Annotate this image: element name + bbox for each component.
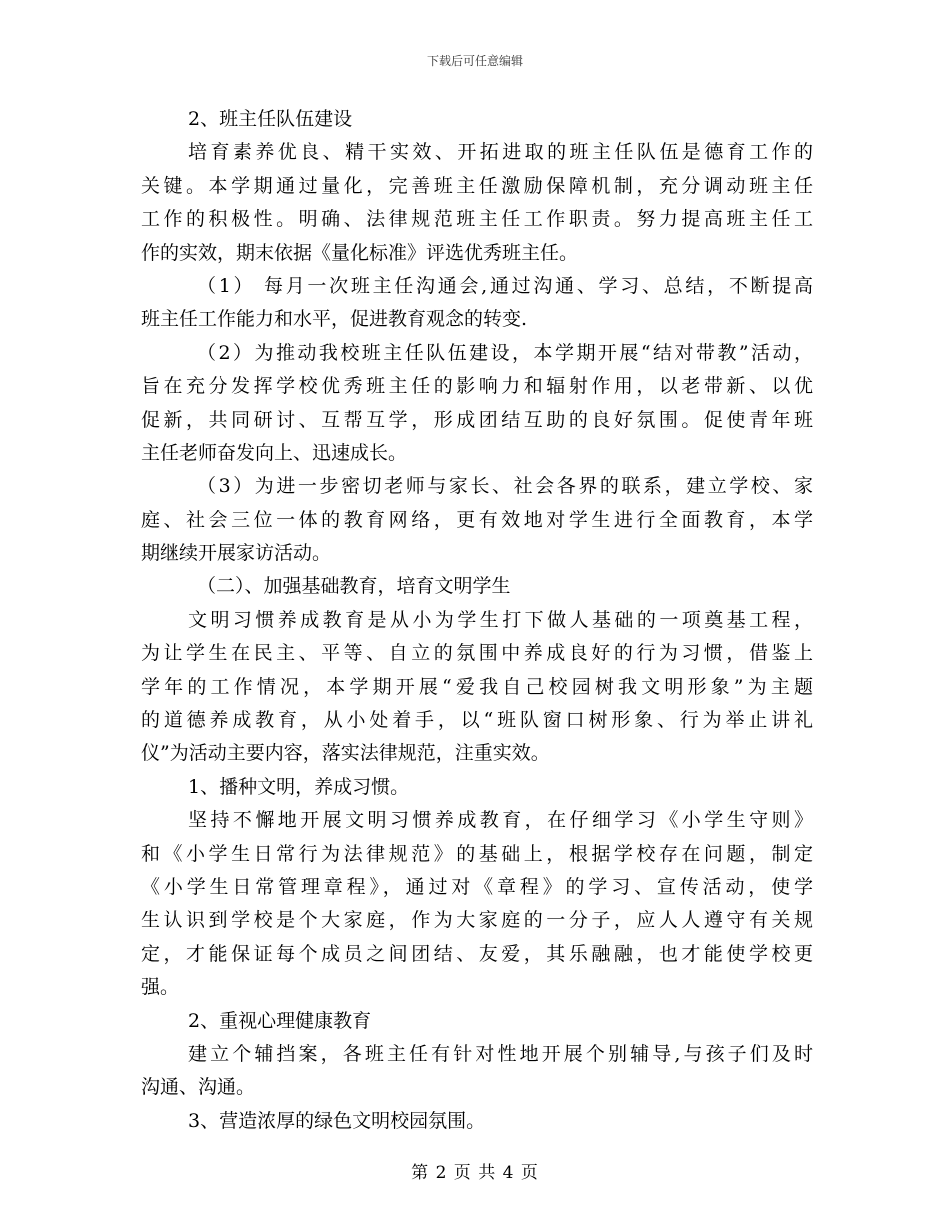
page-number: 第 2 页 共 4 页 <box>411 1163 539 1183</box>
text-line: 2、班主任队伍建设 <box>188 108 353 130</box>
text-line: 3、营造浓厚的绿色文明校园氛围。 <box>188 1109 486 1132</box>
text-line: （1） 每月一次班主任沟通会,通过沟通、学习、总结，不断提高 <box>197 274 813 297</box>
text-line: 主任老师奋发向上、迅速成长。 <box>141 441 408 464</box>
text-line: 工作的积极性。明确、法律规范班主任工作职责。努力提高班主任工 <box>141 208 813 231</box>
text-line: 旨在充分发挥学校优秀班主任的影响力和辐射作用，以老带新、以优 <box>141 375 813 398</box>
text-line: 文明习惯养成教育是从小为学生打下做人基础的一项奠基工程， <box>188 608 813 631</box>
text-line: 建立个辅挡案，各班主任有针对性地开展个别辅导,与孩子们及时 <box>188 1042 813 1065</box>
page-header: 下载后可任意编辑 <box>426 54 523 68</box>
text-line: 学年的工作情况，本学期开展“爱我自己校园树我文明形象”为主题 <box>141 675 813 698</box>
text-line: 班主任工作能力和水平，促进教育观念的转变. <box>141 308 528 331</box>
text-line: 和《小学生日常行为法律规范》的基础上，根据学校存在问题，制定 <box>141 842 813 865</box>
text-line: 庭、社会三位一体的教育网络，更有效地对学生进行全面教育，本学 <box>141 508 813 531</box>
text-line: 培育素养优良、精干实效、开拓进取的班主任队伍是德育工作的 <box>188 141 813 164</box>
text-line: 为让学生在民主、平等、自立的氛围中养成良好的行为习惯，借鉴上 <box>141 642 813 665</box>
text-line: 1、播种文明，养成习惯。 <box>188 775 410 798</box>
text-line: （3）为进一步密切老师与家长、社会各界的联系，建立学校、家 <box>197 475 813 498</box>
text-line: 定，才能保证每个成员之间团结、友爱，其乐融融，也才能使学校更 <box>141 942 813 965</box>
text-line: 期继续开展家访活动。 <box>141 542 332 565</box>
text-line: 作的实效，期末依据《量化标准》评选优秀班主任。 <box>141 241 579 264</box>
text-line: 的道德养成教育，从小处着手，以“班队窗口树形象、行为举止讲礼 <box>141 709 813 732</box>
text-line: 强。 <box>141 976 180 999</box>
text-line: 生认识到学校是个大家庭，作为大家庭的一分子，应人人遵守有关规 <box>141 909 813 932</box>
text-line: （二）、加强基础教育，培育文明学生 <box>197 575 511 598</box>
text-line: 沟通、沟通。 <box>141 1076 256 1099</box>
text-line: 关键。本学期通过量化，完善班主任激励保障机制，充分调动班主任 <box>141 174 813 197</box>
text-line: 《小学生日常管理章程》，通过对《章程》的学习、宣传活动，使学 <box>141 875 813 898</box>
text-line: 仪”为活动主要内容，落实法律规范，注重实效。 <box>141 742 550 765</box>
text-line: 促新，共同研讨、互帮互学，形成团结互助的良好氛围。促使青年班 <box>141 408 813 431</box>
text-line: 坚持不懈地开展文明习惯养成教育，在仔细学习《小学生守则》 <box>188 809 813 832</box>
text-line: （2）为推动我校班主任队伍建设，本学期开展“结对带教”活动， <box>197 341 813 364</box>
document-body <box>141 103 813 1138</box>
text-line: 2、重视心理健康教育 <box>188 1009 372 1032</box>
